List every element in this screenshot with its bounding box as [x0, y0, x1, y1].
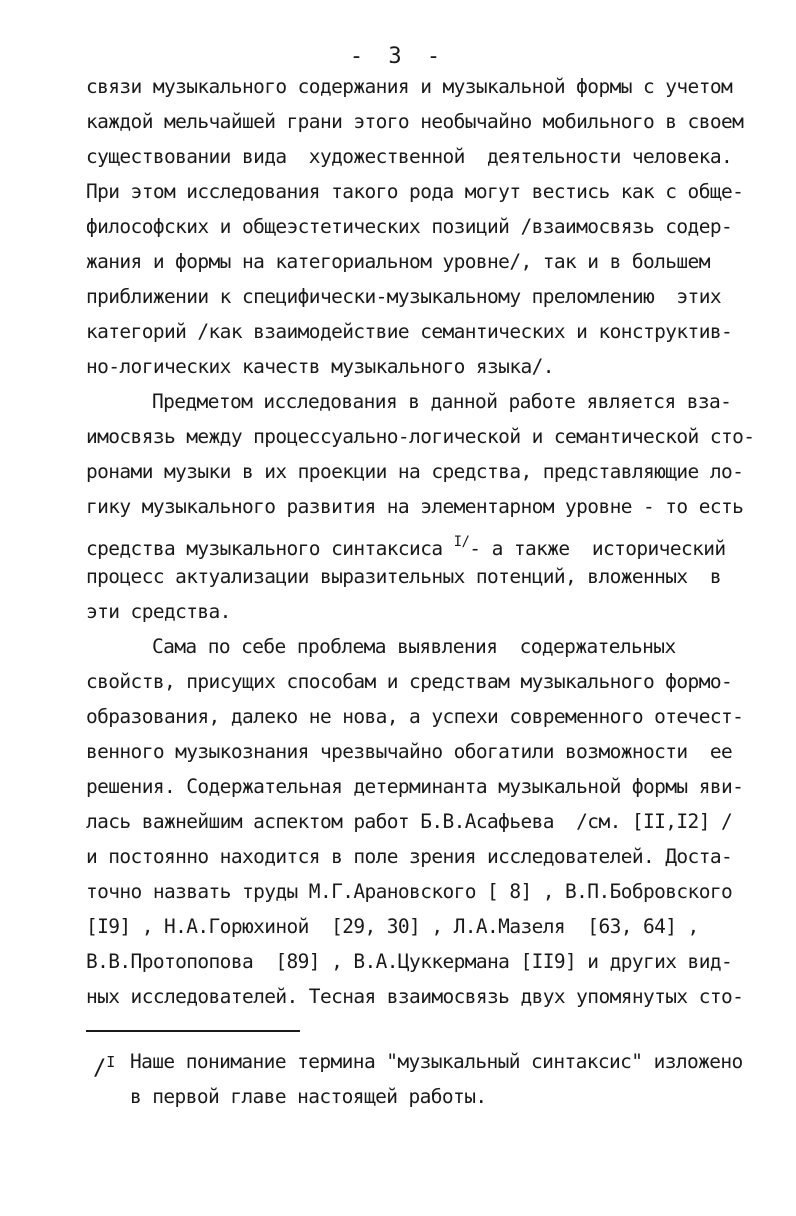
body-line: лась важнейшим аспектом работ Б.В.Асафьева /см. [II,I2] /: [86, 810, 733, 833]
footnote-reference-marker: I/: [453, 534, 470, 550]
body-line: жания и формы на категориальном уровне/, так и в большем: [86, 250, 710, 273]
body-line: В.В.Протопопова [89] , В.А.Цуккермана [II9] и других вид-: [86, 950, 733, 973]
body-line: решения. Содержательная детерминанта музыкальной формы яви-: [86, 775, 744, 798]
footnote-marker-number: I: [106, 1053, 116, 1071]
body-line: При этом исследования такого рода могут вестись как с обще-: [86, 180, 744, 203]
footnote-separator: [86, 1030, 300, 1032]
body-line: венного музыкознания чрезвычайно обогатили возможности ее: [86, 740, 733, 763]
body-line: существовании вида художественной деятельности человека.: [86, 145, 733, 168]
paragraph-start-line: Предметом исследования в данной работе является вза-: [152, 390, 732, 413]
footnote-line: в первой главе настоящей работы.: [130, 1085, 487, 1108]
paragraph-start-line: Сама по себе проблема выявления содержательных: [152, 635, 676, 658]
body-line: но-логических качеств музыкального языка/.: [86, 355, 554, 378]
page-number: - 3 -: [349, 44, 447, 69]
body-line: ных исследователей. Тесная взаимосвязь двух упомянутых сто-: [86, 985, 744, 1008]
body-line: философских и общеэстетических позиций /взаимосвязь содер-: [86, 215, 733, 238]
body-line: образования, далеко не нова, а успехи современного отечест-: [86, 705, 744, 728]
body-line: связи музыкального содержания и музыкальной формы с учетом: [86, 75, 733, 98]
body-line-text: - а также исторический: [469, 537, 726, 560]
body-line: и постоянно находится в поле зрения исследователей. Доста-: [86, 845, 733, 868]
body-line: эти средства.: [86, 600, 231, 623]
body-line: гику музыкального развития на элементарном уровне - то есть: [86, 495, 744, 518]
body-line: точно назвать труды М.Г.Арановского [ 8] , В.П.Бобровского: [86, 880, 733, 903]
body-line: [I9] , Н.А.Горюхиной [29, 30] , Л.А.Мазеля [63, 64] ,: [86, 915, 699, 938]
body-line-text: средства музыкального синтаксиса: [86, 537, 454, 560]
footnote-line: Наше понимание термина "музыкальный синтаксис" изложено: [130, 1050, 743, 1073]
body-line: категорий /как взаимодействие семантических и конструктив-: [86, 320, 733, 343]
body-line: имосвязь между процессуально-логической и семантической сто-: [86, 425, 755, 448]
footnote-marker: [93, 1045, 115, 1086]
body-line: приближении к специфически-музыкальному преломлению этих: [86, 285, 721, 308]
body-line: ронами музыки в их проекции на средства, представляющие ло-: [86, 460, 744, 483]
body-line: свойств, присущих способам и средствам музыкального формо-: [86, 670, 733, 693]
body-line: каждой мельчайшей грани этого необычайно мобильного в своем: [86, 110, 744, 133]
footnote-marker-slash: /: [93, 1056, 107, 1081]
body-line: процесс актуализации выразительных потенций, вложенных в: [86, 565, 721, 588]
